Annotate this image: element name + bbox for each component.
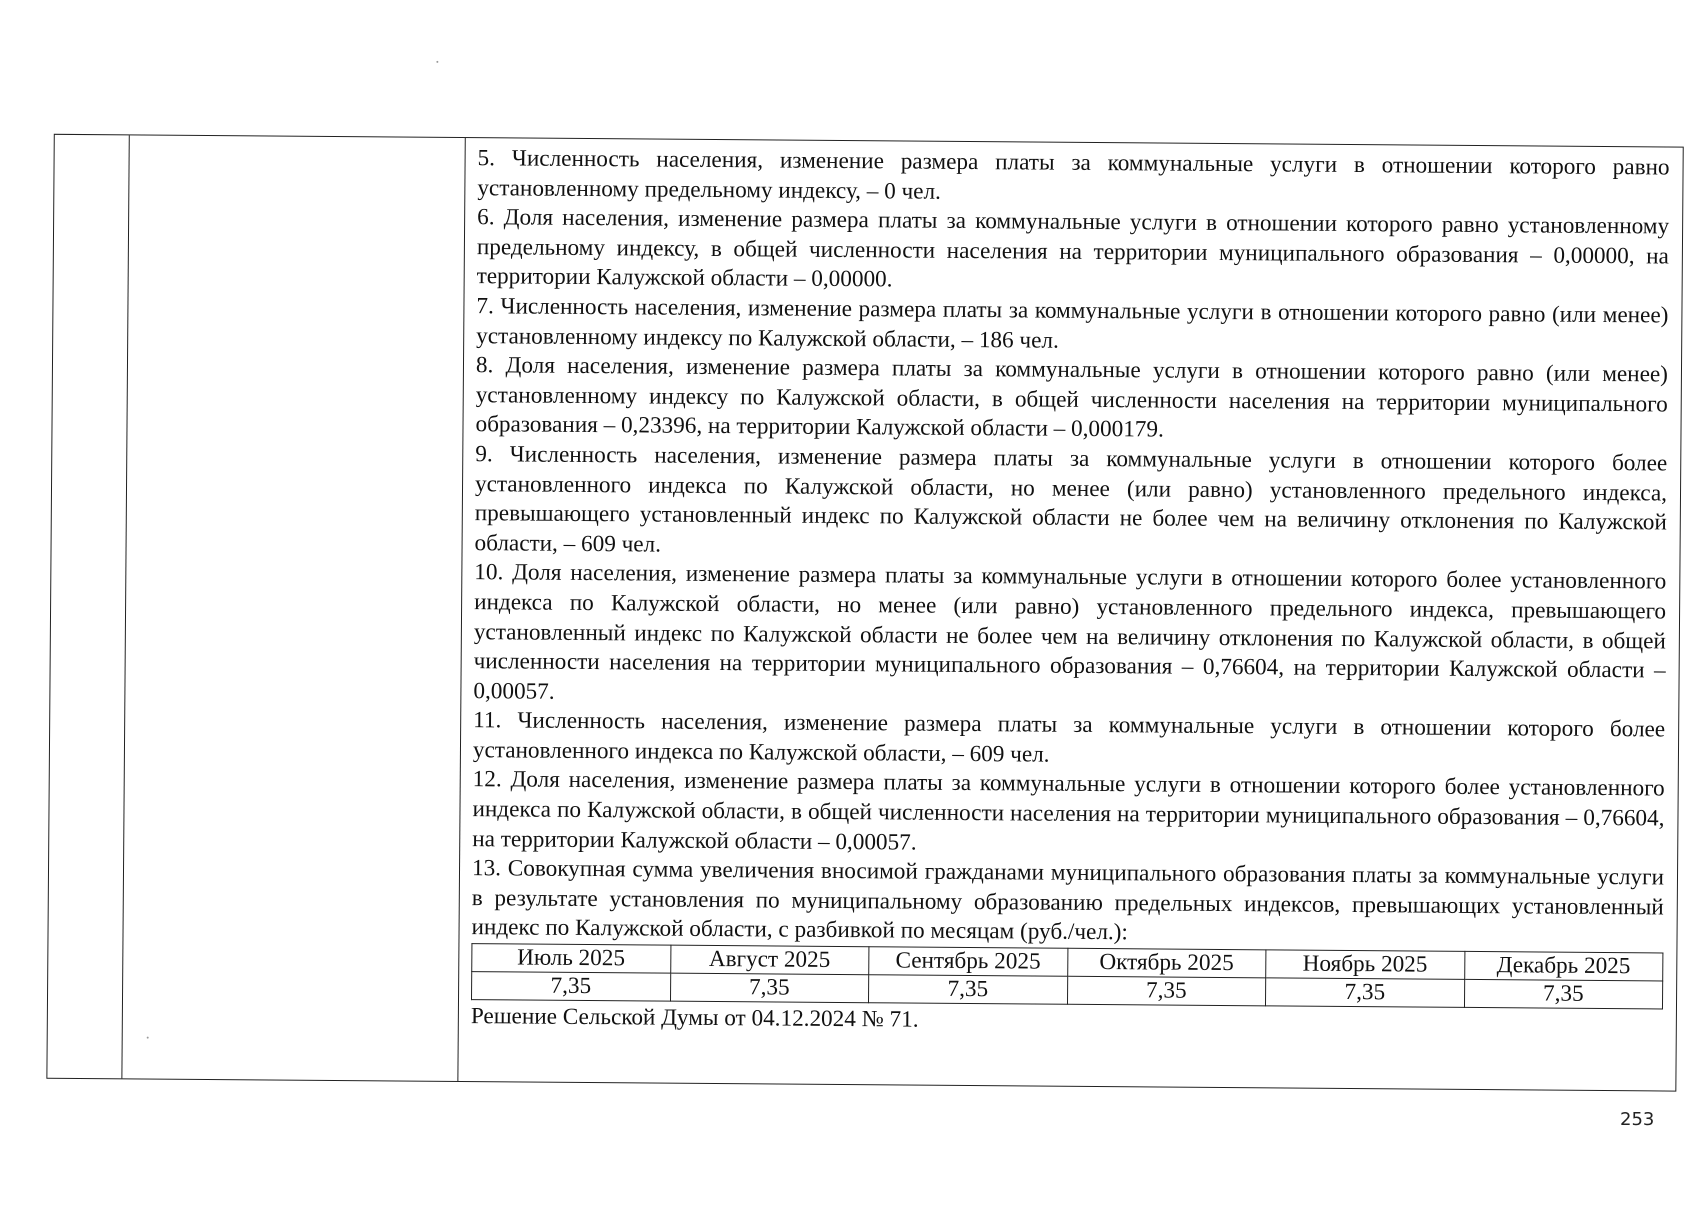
row-content-cell xyxy=(471,144,1670,1040)
decision-reference: Решение Сельской Думы от 04.12.2024 № 71. xyxy=(470,1003,919,1033)
page-number: 253 xyxy=(1620,1109,1655,1130)
column-divider-1 xyxy=(121,135,129,1078)
list-item-7: 7. Численность населения, изменение размера платы за коммунальные услуги в отношении которого равно (или менее) установленному индексу по Калужской области, – 186 чел. xyxy=(476,293,1669,354)
month-header: Июль 2025 xyxy=(472,944,671,974)
column-divider-2 xyxy=(457,138,465,1081)
scan-speck xyxy=(147,1037,149,1039)
month-header: Декабрь 2025 xyxy=(1464,951,1663,981)
table-frame xyxy=(46,134,1683,1092)
list-item-6: 6. Доля населения, изменение размера платы за коммунальные услуги в отношении которого равно установленному предельному индексу, в общей численности населения на территории муниципального образования – 0,00000, на территории Калужской области – 0,00000. xyxy=(476,204,1670,293)
month-header: Сентябрь 2025 xyxy=(869,947,1068,977)
month-header: Ноябрь 2025 xyxy=(1266,950,1465,980)
monthly-increase-table xyxy=(471,943,1663,1009)
list-item-13: 13. Совокупная сумма увеличения вносимой гражданами муниципального образования платы за коммунальные услуги в результате установления по муниципальному образованию предельных индексов, превышающих установленный индекс по Калужской области, с разбивкой по месяцам (руб./чел.): xyxy=(471,855,1665,946)
scan-speck xyxy=(436,61,438,63)
list-item-12: 12. Доля населения, изменение размера платы за коммунальные услуги в отношении которого более установленного индекса по Калужской области, в общей численности населения на территории муниципального образования – 0,76604, на территории Калужской области – 0,00057. xyxy=(472,766,1665,856)
month-value: 7,35 xyxy=(670,973,869,1003)
month-value: 7,35 xyxy=(1464,979,1663,1009)
month-value: 7,35 xyxy=(1265,978,1464,1008)
list-item-9: 9. Численность населения, изменение размера платы за коммунальные услуги в отношении которого более установленного индекса по Калужской области, но менее (или равно) установленного предельного индекса, превышающего установленный индекс по Калужской области не более чем на величину отклонения по Калужской области, – 609 чел. xyxy=(474,441,1668,558)
month-value: 7,35 xyxy=(868,975,1067,1005)
month-header: Октябрь 2025 xyxy=(1067,948,1266,978)
month-value: 7,35 xyxy=(1067,976,1266,1006)
month-value: 7,35 xyxy=(472,972,671,1002)
list-item-8: 8. Доля населения, изменение размера платы за коммунальные услуги в отношении которого равно (или менее) установленному индексу по Калужской области, в общей численности населения на территории муниципального образования – 0,23396, на территории Калужской области – 0,000179. xyxy=(475,352,1669,443)
list-item-11: 11. Численность населения, изменение размера платы за коммунальные услуги в отношении которого более установленного индекса по Калужской области, – 609 чел. xyxy=(472,707,1666,768)
list-item-5: 5. Численность населения, изменение размера платы за коммунальные услуги в отношении которого равно установленному предельному индексу, – 0 чел. xyxy=(477,145,1670,205)
month-header: Август 2025 xyxy=(670,945,869,975)
list-item-10: 10. Доля населения, изменение размера платы за коммунальные услуги в отношении которого более установленного индекса по Калужской области, но менее (или равно) установленного предельного индекса, превышающего установленный индекс по Калужской области не более чем на величину отклонения по Калужской области, в общей численности населения на территории муниципального образования – 0,76604, на территории Калужской области – 0,00057. xyxy=(473,559,1667,705)
